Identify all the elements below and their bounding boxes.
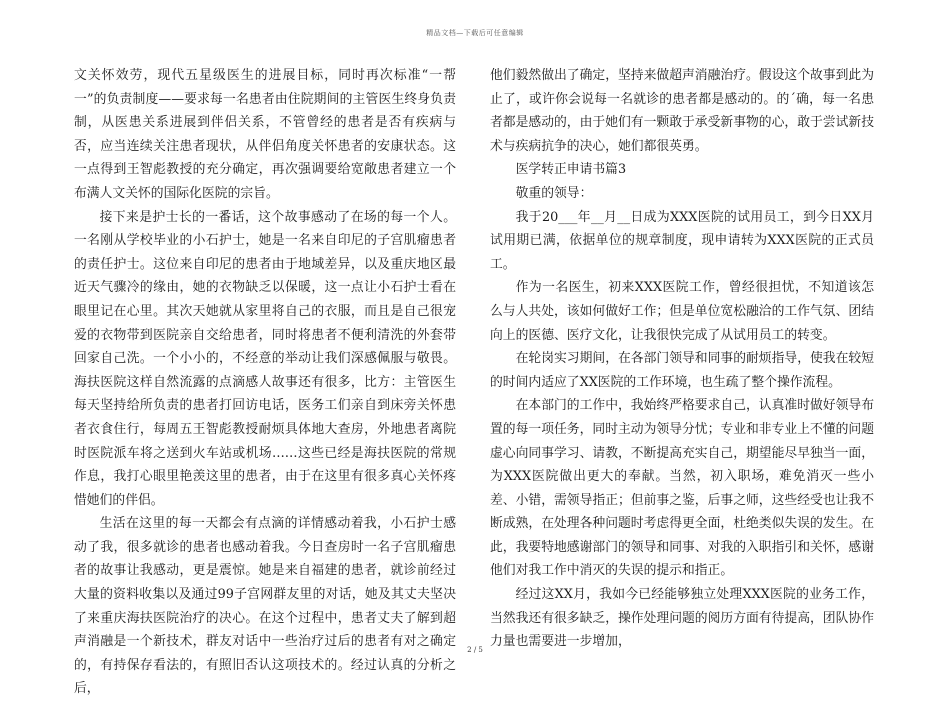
paragraph: 生活在这里的每一天都会有点滴的详情感动着我，小石护士感动了我，很多就诊的患者也感动着我。今日查房时一名子宫肌瘤患者的故事让我感动，更是震惊。她是来自福建的患者，就诊前经过大量的资料收集以及通过99子宫网群友里的对话，她及其丈夫坚决了来重庆海扶医院治疗的决心。在这个过程中，患者丈夫了解到超声消融是一个新技术，群友对话中一些治疗过后的患者有对之确定的，有持保存看法的，有照旧否认这项技术的。经过认真的分析之后， — [74, 516, 456, 697]
paragraph: 作为一名医生，初来XXX医院工作，曾经很担忧，不知道该怎么与人共处，该如何做好工作；但是单位宽松融洽的工作气氛、团结向上的医德、医疗文化，让我很快完成了从试用员工的转变。 — [490, 280, 874, 343]
paragraph: 他们毅然做出了确定，坚持来做超声消融治疗。假设这个故事到此为止了，或许你会说每一名就诊的患者都是感动的。的´确，每一名患者都是感动的，由于她们有一颗敢于承受新事物的心，敢于尝试新技术与疾病抗争的决心，她们都很英勇。 — [490, 68, 874, 154]
left-column — [74, 64, 456, 701]
paragraph: 在轮岗实习期间，在各部门领导和同事的耐烦指导，使我在较短的时间内适应了XX医院的工作环境，也生疏了整个操作流程。 — [490, 351, 874, 390]
paragraph: 文关怀效劳，现代五星级医生的进展目标，同时再次标准“一帮一”的负责制度——要求每一名患者由住院期间的主管医生终身负责制，从医患关系进展到伴侣关系，不管曾经的患者是否有疾病与否，应当连续关注患者现状，从伴侣角度关怀患者的安康状态。这一点得到王智彪教授的充分确定，再次强调要给宽敞患者建立一个布满人文关怀的国际化医院的宗旨。 — [74, 68, 456, 201]
right-column — [490, 64, 874, 654]
paragraph: 在本部门的工作中，我始终严格要求自己，认真准时做好领导布置的每一项任务，同时主动为领导分忧；专业和非专业上不懂的问题虚心向同事学习、请教，不断提高充实自己，期望能尽早独当一面，为XXX医院做出更大的奉献。当然，初入职场，难免消灭一些小差、小错，需领导指正；但前事之鉴，后事之师，这些经受也让我不断成熟，在处理各种问题时考虑得更全面，杜绝类似失误的发生。在此，我要特地感谢部门的领导和同事、对我的入职指引和关怀，感谢他们对我工作中消灭的失误的提示和指正。 — [490, 398, 874, 579]
paragraph: 经过这XX月，我如今已经能够独立处理XXX医院的业务工作，当然我还有很多缺乏，操作处理问题的阅历方面有待提高，团队协作力量也需要进一步增加， — [490, 587, 874, 650]
page-header: 精品文档—下载后可任意编辑 — [426, 29, 524, 37]
paragraph: 医学转正申请书篇3 — [515, 162, 627, 178]
paragraph: 接下来是护士长的一番话，这个故事感动了在场的每一个人。一名刚从学校毕业的小石护士，她是一名来自印尼的子宫肌瘤患者的责任护士。这位来自印尼的患者由于地域差异，以及重庆地区最近天气骤冷的缘由，她的衣物缺乏以保暖，这一点让小石护士看在眼里记在心里。其次天她就从家里将自己的衣服，而且是自己很宠爱的衣物带到医院亲自交给患者，同时将患者不便利清洗的外套带回家自己洗。一个小小的，不经意的举动让我们深感佩服与敬畏。海扶医院这样自然流露的点滴感人故事还有很多，比方：主管医生每天坚持给所负责的患者打回访电话，医务工们亲自到床旁关怀患者衣食住行，每周五王智彪教授耐烦具体地大查房，外地患者离院时医院派车将之送到火车站或机场……这些已经是海扶医院的常规作息，我打心眼里艳羡这里的患者，由于在这里有很多真心关怀疼惜她们的伴侣。 — [74, 209, 456, 508]
paragraph: 我于20___年__月__日成为XXX医院的试用员工，到今日XX月试用期已满，依据单位的规章制度，现申请转为XXX医院的正式员工。 — [490, 209, 874, 272]
page-number: 2 / 5 — [467, 646, 483, 654]
paragraph: 敬重的领导： — [515, 185, 593, 201]
